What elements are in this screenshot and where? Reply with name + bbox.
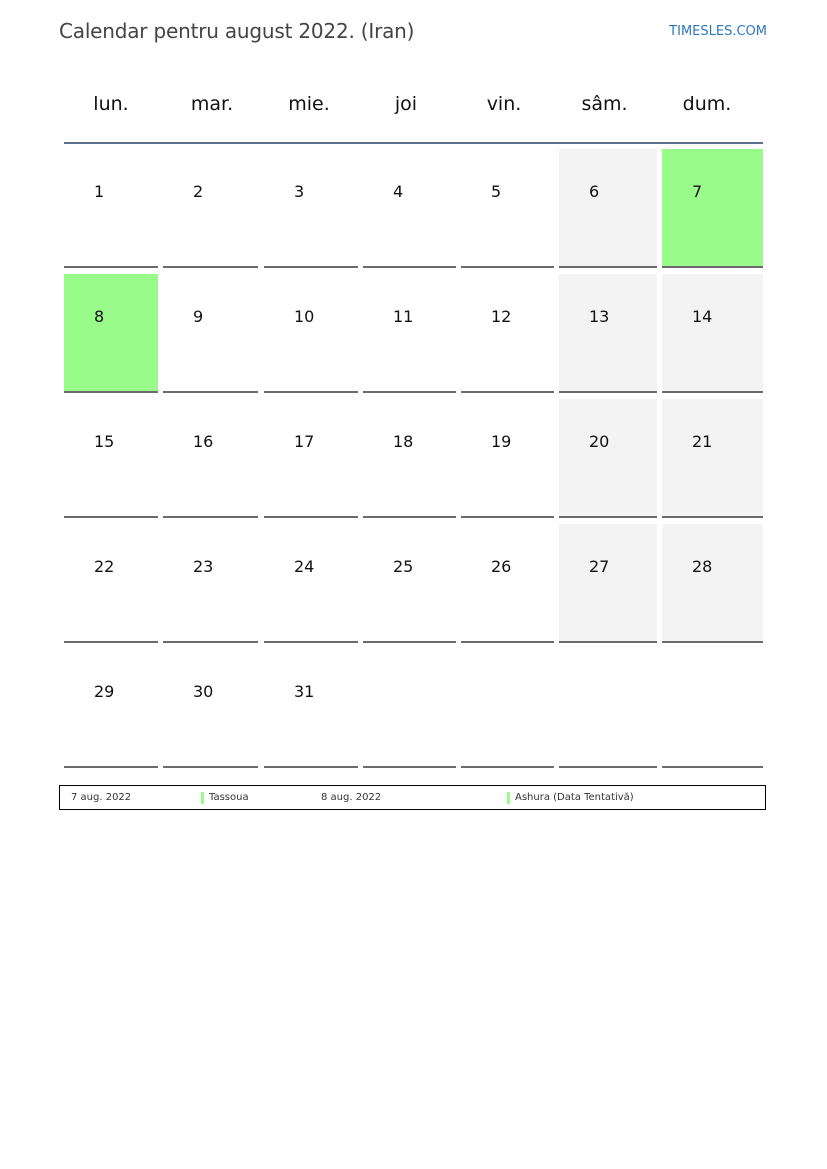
day-cell	[363, 524, 456, 643]
day-number: 14	[692, 307, 713, 326]
day-number: 15	[94, 432, 115, 451]
day-cell	[363, 649, 456, 768]
legend-date: 8 aug. 2022	[321, 792, 382, 803]
legend-holiday-name: Ashura (Data Tentativă)	[515, 792, 634, 803]
day-cell	[64, 524, 158, 643]
page-title: Calendar pentru august 2022. (Iran)	[59, 19, 415, 43]
weekday-label: joi	[394, 93, 418, 115]
weekday-label: dum.	[682, 93, 732, 115]
day-number: 4	[393, 182, 404, 201]
day-number: 17	[294, 432, 315, 451]
day-cell	[163, 524, 258, 643]
day-cell	[64, 649, 158, 768]
legend-holiday-name: Tassoua	[209, 792, 249, 803]
day-cell	[559, 649, 657, 768]
day-number: 11	[393, 307, 414, 326]
day-cell	[662, 524, 763, 643]
day-cell	[461, 524, 554, 643]
day-cell	[363, 149, 456, 268]
day-cell	[363, 399, 456, 518]
day-number: 12	[491, 307, 512, 326]
day-number: 22	[94, 557, 115, 576]
day-number: 7	[692, 182, 703, 201]
holiday-color-marker	[507, 792, 510, 804]
holiday-color-marker	[201, 792, 204, 804]
day-number: 10	[294, 307, 315, 326]
day-number: 27	[589, 557, 610, 576]
day-number: 5	[491, 182, 502, 201]
day-number: 26	[491, 557, 512, 576]
day-cell	[461, 399, 554, 518]
day-number: 6	[589, 182, 600, 201]
day-number: 1	[94, 182, 105, 201]
day-cell	[264, 274, 358, 393]
day-number: 2	[193, 182, 204, 201]
weekday-label: vin.	[486, 93, 522, 115]
day-cell	[662, 649, 763, 768]
legend-date: 7 aug. 2022	[71, 792, 132, 803]
day-cell	[64, 274, 158, 393]
day-cell	[461, 649, 554, 768]
day-cell	[662, 149, 763, 268]
day-cell	[264, 149, 358, 268]
day-cell	[264, 524, 358, 643]
day-cell	[64, 149, 158, 268]
day-cell	[559, 399, 657, 518]
day-cell	[163, 399, 258, 518]
day-cell	[559, 524, 657, 643]
weekday-label: mar.	[190, 93, 234, 115]
day-number: 25	[393, 557, 414, 576]
holiday-legend	[59, 785, 766, 810]
day-cell	[461, 274, 554, 393]
day-number: 21	[692, 432, 713, 451]
day-cell	[163, 149, 258, 268]
day-cell	[461, 149, 554, 268]
weekday-label: mie.	[288, 93, 330, 115]
day-cell	[662, 274, 763, 393]
day-cell	[264, 649, 358, 768]
day-number: 18	[393, 432, 414, 451]
day-cell	[264, 399, 358, 518]
weekday-label: lun.	[93, 93, 129, 115]
weekday-label: sâm.	[581, 93, 628, 115]
day-cell	[64, 399, 158, 518]
day-number: 24	[294, 557, 315, 576]
day-number: 28	[692, 557, 713, 576]
day-cell	[559, 149, 657, 268]
day-cell	[363, 274, 456, 393]
day-number: 9	[193, 307, 204, 326]
day-number: 31	[294, 682, 315, 701]
day-number: 16	[193, 432, 214, 451]
calendar	[64, 80, 763, 701]
day-number: 8	[94, 307, 105, 326]
day-number: 19	[491, 432, 512, 451]
day-number: 29	[94, 682, 115, 701]
brand-link[interactable]: TIMESLES.COM	[669, 24, 767, 39]
day-cell	[163, 274, 258, 393]
day-cell	[662, 399, 763, 518]
day-cell	[559, 274, 657, 393]
weekday-header	[64, 80, 763, 144]
day-number: 20	[589, 432, 610, 451]
day-cell	[163, 649, 258, 768]
day-number: 23	[193, 557, 214, 576]
day-number: 13	[589, 307, 610, 326]
day-number: 30	[193, 682, 214, 701]
day-number: 3	[294, 182, 305, 201]
